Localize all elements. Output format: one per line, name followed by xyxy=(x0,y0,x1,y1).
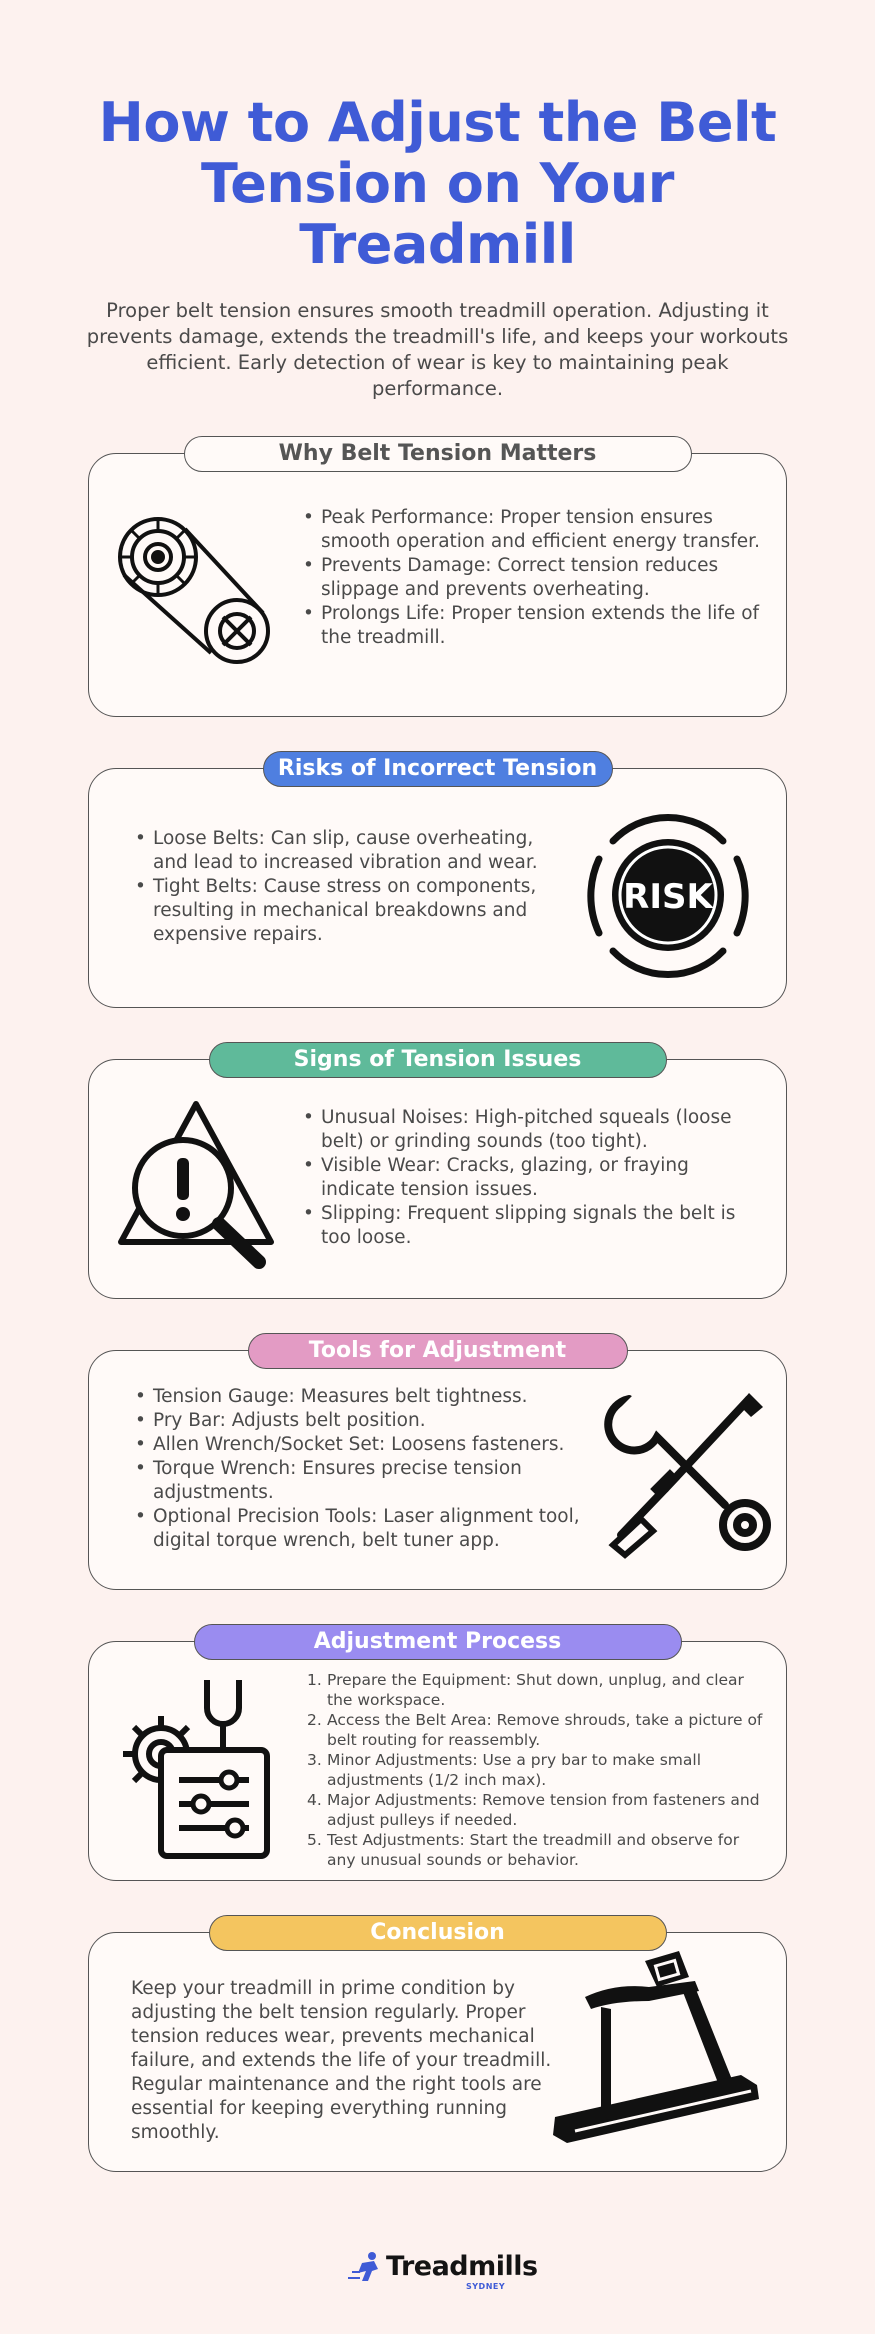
why-card xyxy=(88,441,787,717)
step-text: Major Adjustments: Remove tension from fasteners and adjust pulleys if needed. xyxy=(327,1791,760,1829)
intro-paragraph: Proper belt tension ensures smooth treadmill operation. Adjusting it prevents damage, extends the treadmill's life, and keeps your workouts efficient. Early detection of wear is key to maintaining peak performance. xyxy=(86,299,789,400)
why-list xyxy=(301,506,761,650)
conclusion-heading: Conclusion xyxy=(370,1920,505,1945)
list-item: • Torque Wrench: Ensures precise tension adjustments. xyxy=(133,1457,593,1505)
process-steps xyxy=(307,1670,763,1870)
tools-card xyxy=(88,1338,787,1590)
page-title: How to Adjust the Belt Tension on Your Treadmill xyxy=(98,91,777,276)
risks-heading: Risks of Incorrect Tension xyxy=(277,756,598,781)
warning-magnifier-icon xyxy=(111,1092,281,1272)
process-heading: Adjustment Process xyxy=(313,1629,562,1654)
gear-wrench-settings-icon xyxy=(109,1672,289,1867)
list-item xyxy=(307,1830,763,1870)
list-item: • Optional Precision Tools: Laser alignment tool, digital torque wrench, belt tuner app. xyxy=(133,1505,593,1553)
treadmill-icon xyxy=(545,1947,775,2157)
signs-card xyxy=(88,1047,787,1299)
list-item xyxy=(307,1710,763,1750)
list-item xyxy=(307,1750,763,1790)
brand-subtitle: SYDNEY xyxy=(466,2282,506,2291)
why-heading: Why Belt Tension Matters xyxy=(278,441,597,466)
risks-card xyxy=(88,756,787,1008)
conclusion-text: Keep your treadmill in prime condition by adjusting the belt tension regularly. Proper tension reduces wear, prevents mechanical failure, and extends the life of your treadmill. Regular maintenance and the right tools are essential for keeping everything running smoothly. xyxy=(131,1978,552,2143)
step-text: Test Adjustments: Start the treadmill and observe for any unusual sounds or behavior. xyxy=(327,1831,740,1869)
risk-gauge-icon xyxy=(573,811,763,981)
brand-logo[interactable] xyxy=(348,2249,538,2293)
list-item: • Peak Performance: Proper tension ensures smooth operation and efficient energy transfer. xyxy=(301,506,761,554)
risks-list xyxy=(133,827,573,947)
step-text: Prepare the Equipment: Shut down, unplug, and clear the workspace. xyxy=(327,1671,744,1709)
list-item: • Unusual Noises: High-pitched squeals (loose belt) or grinding sounds (too tight). xyxy=(301,1106,761,1154)
brand-name: Treadmills xyxy=(386,2251,538,2282)
conclusion-heading-pill xyxy=(209,1915,667,1951)
step-number: 5. xyxy=(307,1831,322,1849)
conclusion-card xyxy=(88,1920,787,2172)
signs-list xyxy=(301,1106,761,1250)
step-number: 2. xyxy=(307,1711,322,1729)
why-heading-pill xyxy=(184,436,692,472)
list-item: • Loose Belts: Can slip, cause overheating, and lead to increased vibration and wear. xyxy=(133,827,573,875)
runner-icon xyxy=(348,2251,388,2285)
list-item: • Pry Bar: Adjusts belt position. xyxy=(133,1409,593,1433)
process-card xyxy=(88,1629,787,1881)
step-text: Access the Belt Area: Remove shrouds, take a picture of belt routing for reassembly. xyxy=(327,1711,763,1749)
belt-pulley-icon xyxy=(115,509,280,674)
list-item: • Prevents Damage: Correct tension reduces slippage and prevents overheating. xyxy=(301,554,761,602)
list-item xyxy=(307,1670,763,1710)
list-item: • Tight Belts: Cause stress on components, resulting in mechanical breakdowns and expensive repairs. xyxy=(133,875,573,947)
risks-heading-pill xyxy=(263,751,613,787)
process-heading-pill xyxy=(194,1624,682,1660)
list-item: • Slipping: Frequent slipping signals the belt is too loose. xyxy=(301,1202,761,1250)
wrench-screwdriver-icon xyxy=(599,1385,774,1560)
list-item: • Tension Gauge: Measures belt tightness. xyxy=(133,1385,593,1409)
list-item: • Visible Wear: Cracks, glazing, or fraying indicate tension issues. xyxy=(301,1154,761,1202)
tools-heading: Tools for Adjustment xyxy=(308,1338,567,1363)
signs-heading-pill xyxy=(209,1042,667,1078)
list-item: • Allen Wrench/Socket Set: Loosens fasteners. xyxy=(133,1433,593,1457)
list-item xyxy=(307,1790,763,1830)
list-item: • Prolongs Life: Proper tension extends the life of the treadmill. xyxy=(301,602,761,650)
step-text: Minor Adjustments: Use a pry bar to make small adjustments (1/2 inch max). xyxy=(327,1751,702,1789)
signs-heading: Signs of Tension Issues xyxy=(293,1047,582,1072)
risk-icon-text: RISK xyxy=(623,877,713,917)
step-number: 3. xyxy=(307,1751,322,1769)
tools-list xyxy=(133,1385,593,1553)
tools-heading-pill xyxy=(248,1333,628,1369)
step-number: 4. xyxy=(307,1791,322,1809)
step-number: 1. xyxy=(307,1671,322,1689)
